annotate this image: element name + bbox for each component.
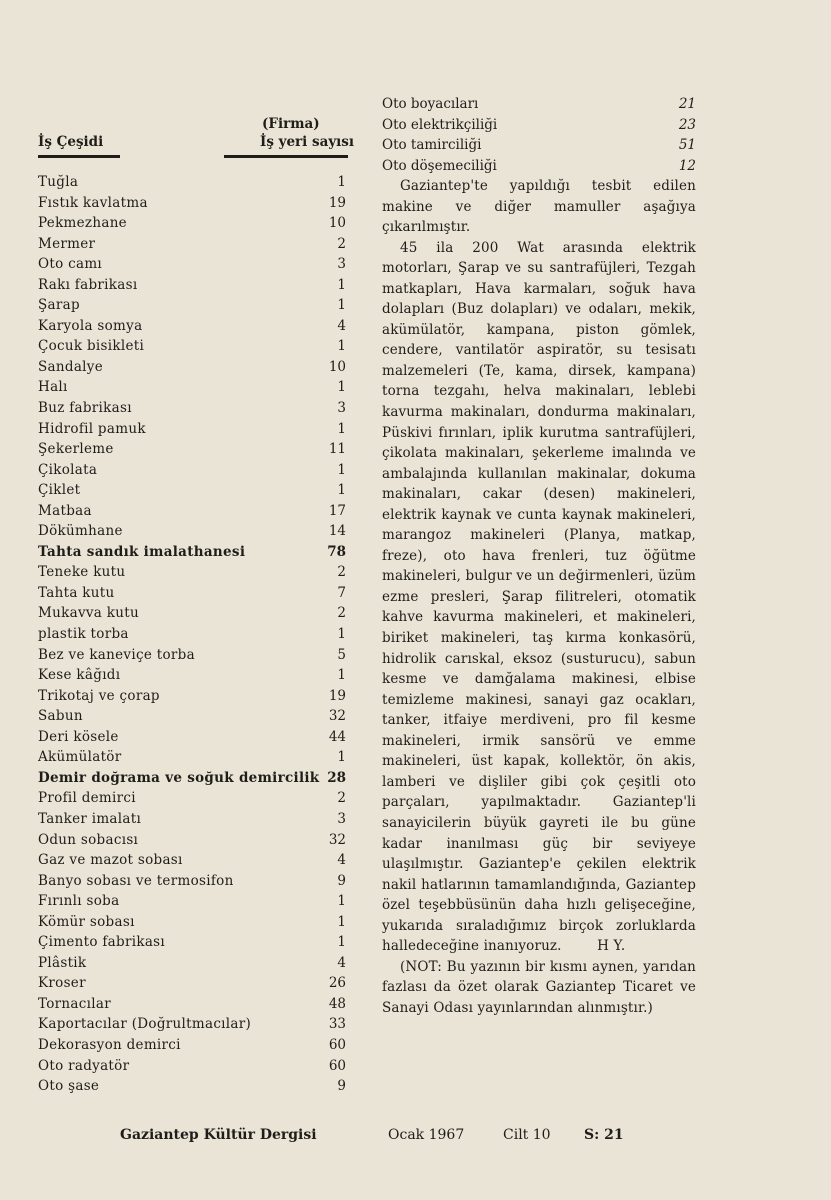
header-rule-right	[224, 155, 348, 158]
row-label: Tanker imalatı	[38, 810, 142, 827]
row-label: Odun sobacısı	[38, 831, 139, 848]
row-label: Dekorasyon demirci	[38, 1036, 181, 1053]
row-label: Kroser	[38, 975, 86, 992]
table-row	[38, 336, 364, 357]
row-count: 10	[328, 358, 346, 375]
machines-paragraph	[382, 238, 696, 957]
row-label: Profil demirci	[38, 790, 136, 807]
row-label: Çocuk bisikleti	[38, 338, 145, 355]
row-count: 32	[328, 831, 346, 848]
row-count: 10	[328, 215, 346, 232]
table-row	[382, 135, 696, 156]
table-row	[38, 624, 364, 645]
table-row	[38, 953, 364, 974]
row-count: 48	[328, 995, 346, 1012]
row-count: 11	[328, 441, 346, 458]
table-row	[382, 115, 696, 136]
table-rows	[38, 172, 364, 1097]
row-label: Fıstık kavlatma	[38, 194, 148, 211]
table-row	[382, 94, 696, 115]
table-row	[38, 994, 364, 1015]
table-row	[38, 871, 364, 892]
row-count: 51	[678, 137, 696, 153]
count-column-header: İş yeri sayısı	[260, 134, 355, 150]
row-label: Tornacılar	[38, 995, 111, 1012]
row-count: 1	[337, 934, 346, 951]
table-row	[38, 275, 364, 296]
signature: H Y.	[597, 938, 626, 955]
table-row	[38, 357, 364, 378]
row-label: Oto döşemeciliği	[382, 157, 497, 174]
row-count: 2	[337, 605, 346, 622]
row-count: 9	[337, 1078, 346, 1095]
row-label: Demir doğrama ve soğuk demircilik	[38, 769, 320, 786]
row-label: Tuğla	[38, 174, 79, 190]
table-row	[38, 480, 364, 501]
row-label: Kömür sobası	[38, 913, 135, 930]
row-count: 12	[678, 157, 696, 174]
row-label: Oto camı	[38, 256, 103, 273]
table-row	[38, 254, 364, 275]
row-label: Hidrofil pamuk	[38, 420, 146, 437]
page-number: S: 21	[584, 1127, 624, 1143]
row-count: 23	[678, 116, 696, 133]
firma-label: (Firma)	[262, 116, 320, 132]
table-row	[38, 1035, 364, 1056]
table-row	[38, 645, 364, 666]
row-label: Karyola somya	[38, 317, 143, 334]
row-count: 28	[327, 769, 346, 786]
row-count: 1	[337, 297, 346, 314]
row-label: Fırınlı soba	[38, 893, 120, 910]
table-row	[38, 603, 364, 624]
table-row	[38, 850, 364, 871]
table-header	[38, 96, 364, 160]
row-label: Bez ve kaneviçe torba	[38, 646, 195, 663]
table-row	[38, 809, 364, 830]
row-label: Pekmezhane	[38, 215, 127, 232]
row-label: Oto radyatör	[38, 1057, 130, 1074]
table-row	[38, 316, 364, 337]
row-count: 1	[337, 461, 346, 478]
volume-number: Cilt 10	[503, 1127, 551, 1143]
table-row	[38, 521, 364, 542]
row-label: plastik torba	[38, 626, 129, 643]
row-count: 1	[337, 667, 346, 684]
row-label: Kese kâğıdı	[38, 667, 121, 684]
row-label: Şekerleme	[38, 441, 114, 458]
row-label: Halı	[38, 379, 68, 396]
row-count: 33	[328, 1016, 346, 1033]
row-label: Çiklet	[38, 482, 81, 499]
row-count: 14	[328, 523, 346, 540]
row-count: 32	[328, 708, 346, 725]
row-label: Dökümhane	[38, 523, 123, 540]
row-count: 5	[337, 646, 346, 663]
intro-paragraph: Gaziantep'te yapıldığı tesbit edilen makine ve diğer mamuller aşağıya çıkarılmıştır.	[382, 178, 696, 236]
table-row	[38, 439, 364, 460]
row-count: 4	[337, 852, 346, 869]
note-paragraph: (NOT: Bu yazının bir kısmı aynen, yarıdan fazlası da özet olarak Gaziantep Ticaret ve Sanayi Odası yayınlarından alınmıştır.)	[382, 958, 696, 1016]
row-count: 9	[337, 872, 346, 889]
table-row	[38, 542, 364, 563]
row-label: Kaportacılar (Doğrultmacılar)	[38, 1016, 252, 1033]
row-count: 21	[678, 96, 696, 112]
row-count: 3	[337, 256, 346, 273]
header-rule-left	[38, 155, 120, 158]
row-count: 1	[337, 174, 346, 190]
row-label: Buz fabrikası	[38, 400, 132, 417]
row-label: Teneke kutu	[38, 564, 126, 581]
row-count: 4	[337, 954, 346, 971]
table-row	[38, 686, 364, 707]
table-row	[38, 1014, 364, 1035]
row-count: 4	[337, 317, 346, 334]
row-label: Tahta sandık imalathanesi	[38, 543, 246, 560]
machines-text: 45 ila 200 Wat arasında elektrik motorları, Şarap ve su santrafüjleri, Tezgah matkapları, Hava karmaları, soğuk hava dolapları (Buz dolapları) ve odaları, mekik, akümülatör, kampana, piston gömlek, cendere, vantilatör aspiratör, su tesisatı malzemeleri (Te, kama, dirsek, kampana) torna tezgahı, helva makinaları, leblebi kavurma makinaları, dondurma makinaları, Püskivi fırınları, iplik kurutma santrafüjleri, çikolata makinaları, şekerleme imalında ve ambalajında kullanılan makinalar, dokuma makinaları, cakar (desen) makineleri, elektrik kaynak ve cunta kaynak makineleri, marangoz makineleri (Planya, matkap, freze), oto hava frenleri, tuz öğütme makineleri, bulgur ve un değirmenleri, üzüm ezme presleri, Şarap filitreleri, otomatik kahve kavurma makineleri, et makineleri, biriket makineleri, taş kırma konkasörü, hidrolik carıskal, eksoz (susturucu), sabun kesme ve damğalama makinesi, elbise temizleme makinesi, sanayi gaz ocakları, tanker, itfaiye merdiveni, pro fil kesme makineleri, irmik sansörü ve emme makineleri, üst kapak, kollektör, ön akis, lamberi ve dişliler gibi çok çeşitli oto parçaları, yapılmaktadır. Gaziantep'li sanayicilerin büyük gayreti ile bu güne kadar inanılması güç bir seviyeye ulaşılmıştır. Gaziantep'e çekilen elektrik nakil hatlarının tamamlandığında, Gaziantep özel teşebbüsünün daha hızlı gelişeceğine, yukarıda sıraladığımız birçok zorluklarda halledeceğine inanıyoruz.	[382, 239, 696, 955]
row-count: 1	[337, 626, 346, 643]
table-row	[38, 706, 364, 727]
row-label: Mermer	[38, 235, 96, 252]
row-count: 2	[337, 790, 346, 807]
table-row	[38, 788, 364, 809]
issue-date: Ocak 1967	[388, 1127, 465, 1143]
row-count: 1	[337, 276, 346, 293]
row-label: Deri kösele	[38, 728, 119, 745]
row-count: 1	[337, 749, 346, 766]
table-row	[38, 1076, 364, 1097]
row-count: 1	[337, 913, 346, 930]
row-label: Oto elektrikçiliği	[382, 116, 498, 133]
row-label: Oto şase	[38, 1078, 100, 1095]
row-label: Çikolata	[38, 461, 98, 478]
row-count: 1	[337, 420, 346, 437]
row-label: Tahta kutu	[38, 584, 115, 601]
table-row	[38, 460, 364, 481]
table-row	[38, 377, 364, 398]
row-count: 60	[328, 1036, 346, 1053]
row-count: 1	[337, 482, 346, 499]
table-row	[38, 912, 364, 933]
row-label: Banyo sobası ve termosifon	[38, 872, 234, 889]
continued-rows	[382, 94, 696, 176]
row-count: 7	[337, 584, 346, 601]
table-row	[38, 398, 364, 419]
table-row	[38, 973, 364, 994]
table-row	[38, 727, 364, 748]
row-count: 19	[328, 687, 346, 704]
row-label: Şarap	[38, 297, 80, 314]
table-row	[382, 156, 696, 177]
row-label: Mukavva kutu	[38, 605, 139, 622]
row-count: 44	[328, 728, 346, 745]
row-label: Çimento fabrikası	[38, 934, 166, 951]
table-row	[38, 172, 364, 193]
row-count: 26	[328, 975, 346, 992]
row-label: Oto boyacıları	[382, 96, 479, 112]
workplace-table	[38, 96, 364, 1097]
table-row	[38, 419, 364, 440]
row-count: 60	[328, 1057, 346, 1074]
table-row	[38, 830, 364, 851]
table-row	[38, 213, 364, 234]
row-count: 1	[337, 338, 346, 355]
row-count: 3	[337, 810, 346, 827]
row-label: Matbaa	[38, 502, 92, 519]
table-row	[38, 891, 364, 912]
article-text	[382, 94, 696, 1018]
row-count: 1	[337, 379, 346, 396]
table-row	[38, 768, 364, 789]
table-row	[38, 583, 364, 604]
row-label: Sabun	[38, 708, 83, 725]
row-label: Plâstik	[38, 954, 87, 971]
row-count: 2	[337, 235, 346, 252]
row-count: 17	[328, 502, 346, 519]
row-count: 2	[337, 564, 346, 581]
table-row	[38, 501, 364, 522]
table-row	[38, 747, 364, 768]
magazine-title: Gaziantep Kültür Dergisi	[120, 1127, 317, 1143]
row-label: Akümülatör	[38, 749, 122, 766]
row-count: 3	[337, 400, 346, 417]
row-label: Gaz ve mazot sobası	[38, 852, 183, 869]
type-column-header: İş Çeşidi	[38, 134, 104, 150]
table-row	[38, 234, 364, 255]
row-label: Sandalye	[38, 358, 104, 375]
row-label: Trikotaj ve çorap	[38, 687, 160, 704]
table-row	[38, 932, 364, 953]
row-label: Oto tamirciliği	[382, 137, 482, 153]
row-count: 19	[328, 194, 346, 211]
row-count: 1	[337, 893, 346, 910]
table-row	[38, 665, 364, 686]
table-row	[38, 295, 364, 316]
table-row	[38, 562, 364, 583]
row-count: 78	[327, 543, 346, 560]
table-row	[38, 193, 364, 214]
table-row	[38, 1056, 364, 1077]
row-label: Rakı fabrikası	[38, 276, 138, 293]
